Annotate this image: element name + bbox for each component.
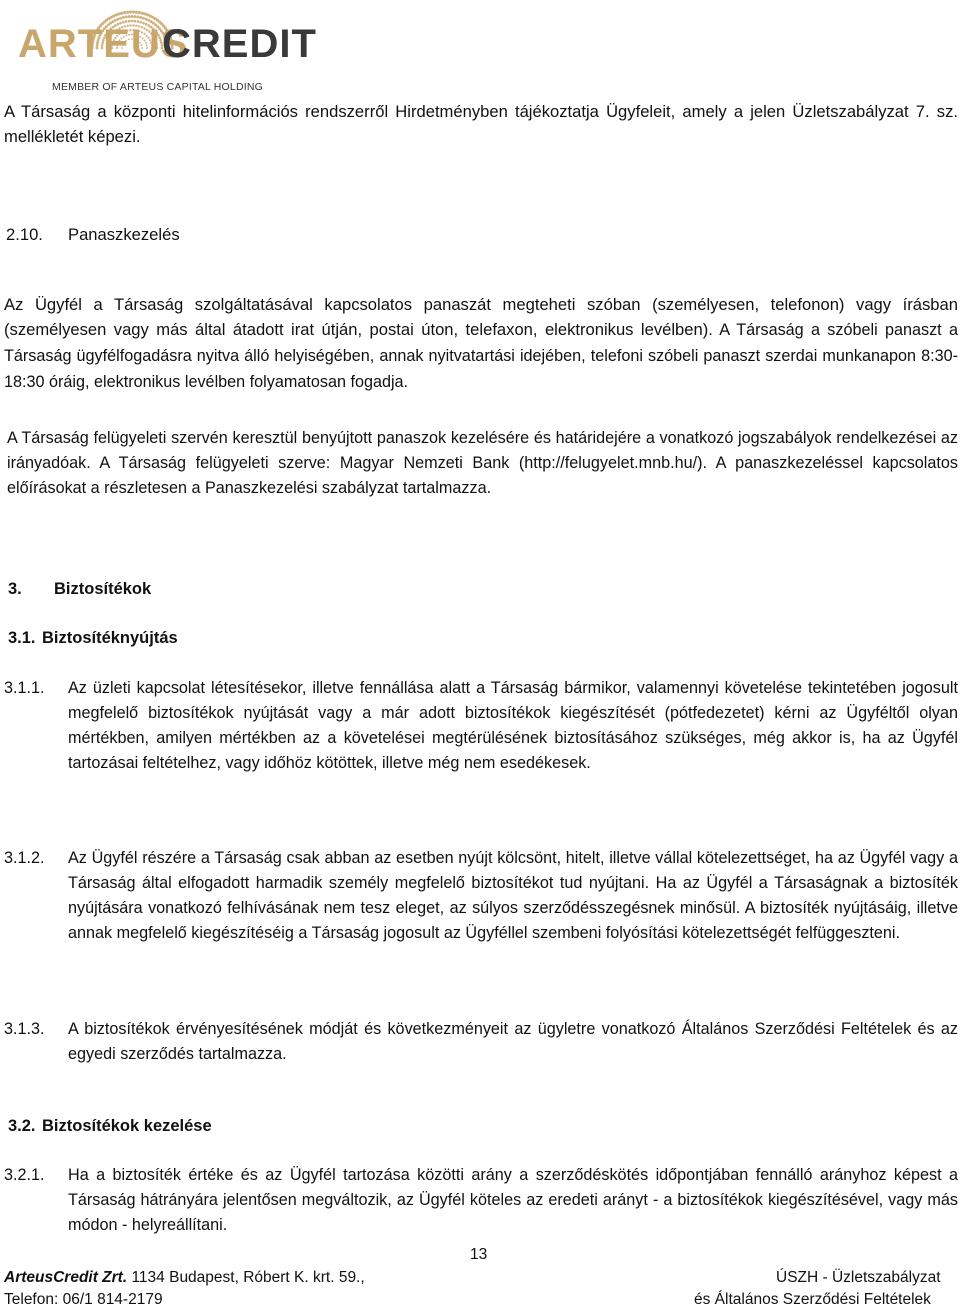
section-title: Biztosítékok kezelése [42, 1117, 212, 1135]
page-number: 13 [470, 1246, 488, 1263]
complaint-paragraph [4, 292, 958, 395]
item-number: 3.2.1. [4, 1166, 45, 1184]
section-number: 3. [8, 580, 22, 598]
intro-paragraph: A Társaság a központi hitelinformációs rendszerről Hirdetményben tájékoztatja Ügyfeleit, amely a jelen Üzletszabályzat 7. sz. mellékletét képezi. [4, 102, 958, 146]
section-number: 3.2. [8, 1117, 36, 1135]
item-number: 3.1.3. [4, 1020, 45, 1038]
footer-doc-subtitle: és Általános Szerződési Feltételek [694, 1291, 931, 1308]
item-text: A biztosítékok érvényesítésének módját és következményeit az ügyletre vonatkozó Általános Szerződési Feltételek és az egyedi szerződés tartalmazza. [68, 1020, 958, 1063]
section-title: Panaszkezelés [68, 225, 180, 244]
item-number: 3.1.1. [4, 679, 45, 697]
section-title: Biztosítéknyújtás [42, 629, 178, 647]
footer-doc-title: ÚSZH - Üzletszabályzat [776, 1269, 941, 1286]
footer-company: ArteusCredit Zrt. [4, 1269, 128, 1286]
logo-word-credit: CREDIT [162, 22, 317, 66]
member-line: MEMBER OF ARTEUS CAPITAL HOLDING [52, 81, 263, 93]
complaint-paragraph-part-a: Az Ügyfél a Társaság szolgáltatásával kapcsolatos panaszát megteheti szóban (személyesen, telefonon) vagy írásban (személyesen vagy más által átadott irat útján, postai úton, telefaxon, elektronikus levélben). [4, 295, 958, 339]
item-text: Ha a biztosíték értéke és az Ügyfél tartozása közötti arány a szerződéskötés időpontjában fennálló arányhoz képest a Társaság hátrányára jelentősen megváltozik, az Ügyfél köteles az eredeti arányt - a biztosítékok kiegészítésével, vagy más módon - helyreállítani. [68, 1166, 958, 1234]
footer-company-line [4, 1267, 365, 1289]
supervision-paragraph: A Társaság felügyeleti szervén keresztül benyújtott panaszok kezelésére és határidejére a vonatkozó jogszabályok rendelkezései az irányadóak. A Társaság felügyeleti szerve: Magyar Nemzeti Bank (http://felugyelet.mnb.hu/). A panaszkezeléssel kapcsolatos előírásokat a részletesen a Panaszkezelési szabályzat tartalmazza. [7, 429, 958, 497]
footer-address: 1134 Budapest, Róbert K. krt. 59., [127, 1269, 365, 1286]
section-number: 3.1. [8, 629, 36, 647]
item-number: 3.1.2. [4, 849, 45, 867]
logo-word-arteus: ARTEUS [18, 22, 189, 66]
footer-phone: Telefon: 06/1 814-2179 [4, 1291, 163, 1308]
complaint-paragraph-part-b: A Társaság a szóbeli panaszt a Társaság ügyfélfogadásra nyitva álló helyiségében, annak nyitvatartási idejében, telefoni szóbeli panaszt szerdai munkanapon 8:30-18:30 óráig, elektronikus levélben folyamatosan fogadja. [4, 321, 958, 391]
section-title: Biztosítékok [54, 580, 152, 598]
section-number: 2.10. [6, 225, 43, 244]
item-text: Az Ügyfél részére a Társaság csak abban az esetben nyújt kölcsönt, hitelt, illetve vállal kötelezettséget, ha az Ügyfél vagy a Társaság által elfogadott harmadik személy megfelelő biztosítékot tud nyújtani. Ha az Ügyfél a Társaságnak a biztosíték nyújtására vonatkozó felhívásának nem tesz eleget, az súlyos szerződésszegésnek minősül. A biztosíték nyújtásáig, illetve annak megfelelő kiegészítéséig a Társaság jogosult az Ügyféllel szembeni folyósítási kötelezettségét felfüggeszteni. [68, 849, 958, 942]
item-text: Az üzleti kapcsolat létesítésekor, illetve fennállása alatt a Társaság bármikor, valamennyi követelése tekintetében jogosult megfelelő biztosítékok nyújtását vagy a már adott biztosítékok kiegészítését (pótfedezetet) kérni az Ügyféltől olyan mértékben, amilyen mértékben az a követelései megtérülésének biztosításához szükséges, még akkor is, ha az Ügyfél tartozásai feltételhez, vagy időhöz kötöttek, illetve még nem esedékesek. [68, 679, 958, 772]
